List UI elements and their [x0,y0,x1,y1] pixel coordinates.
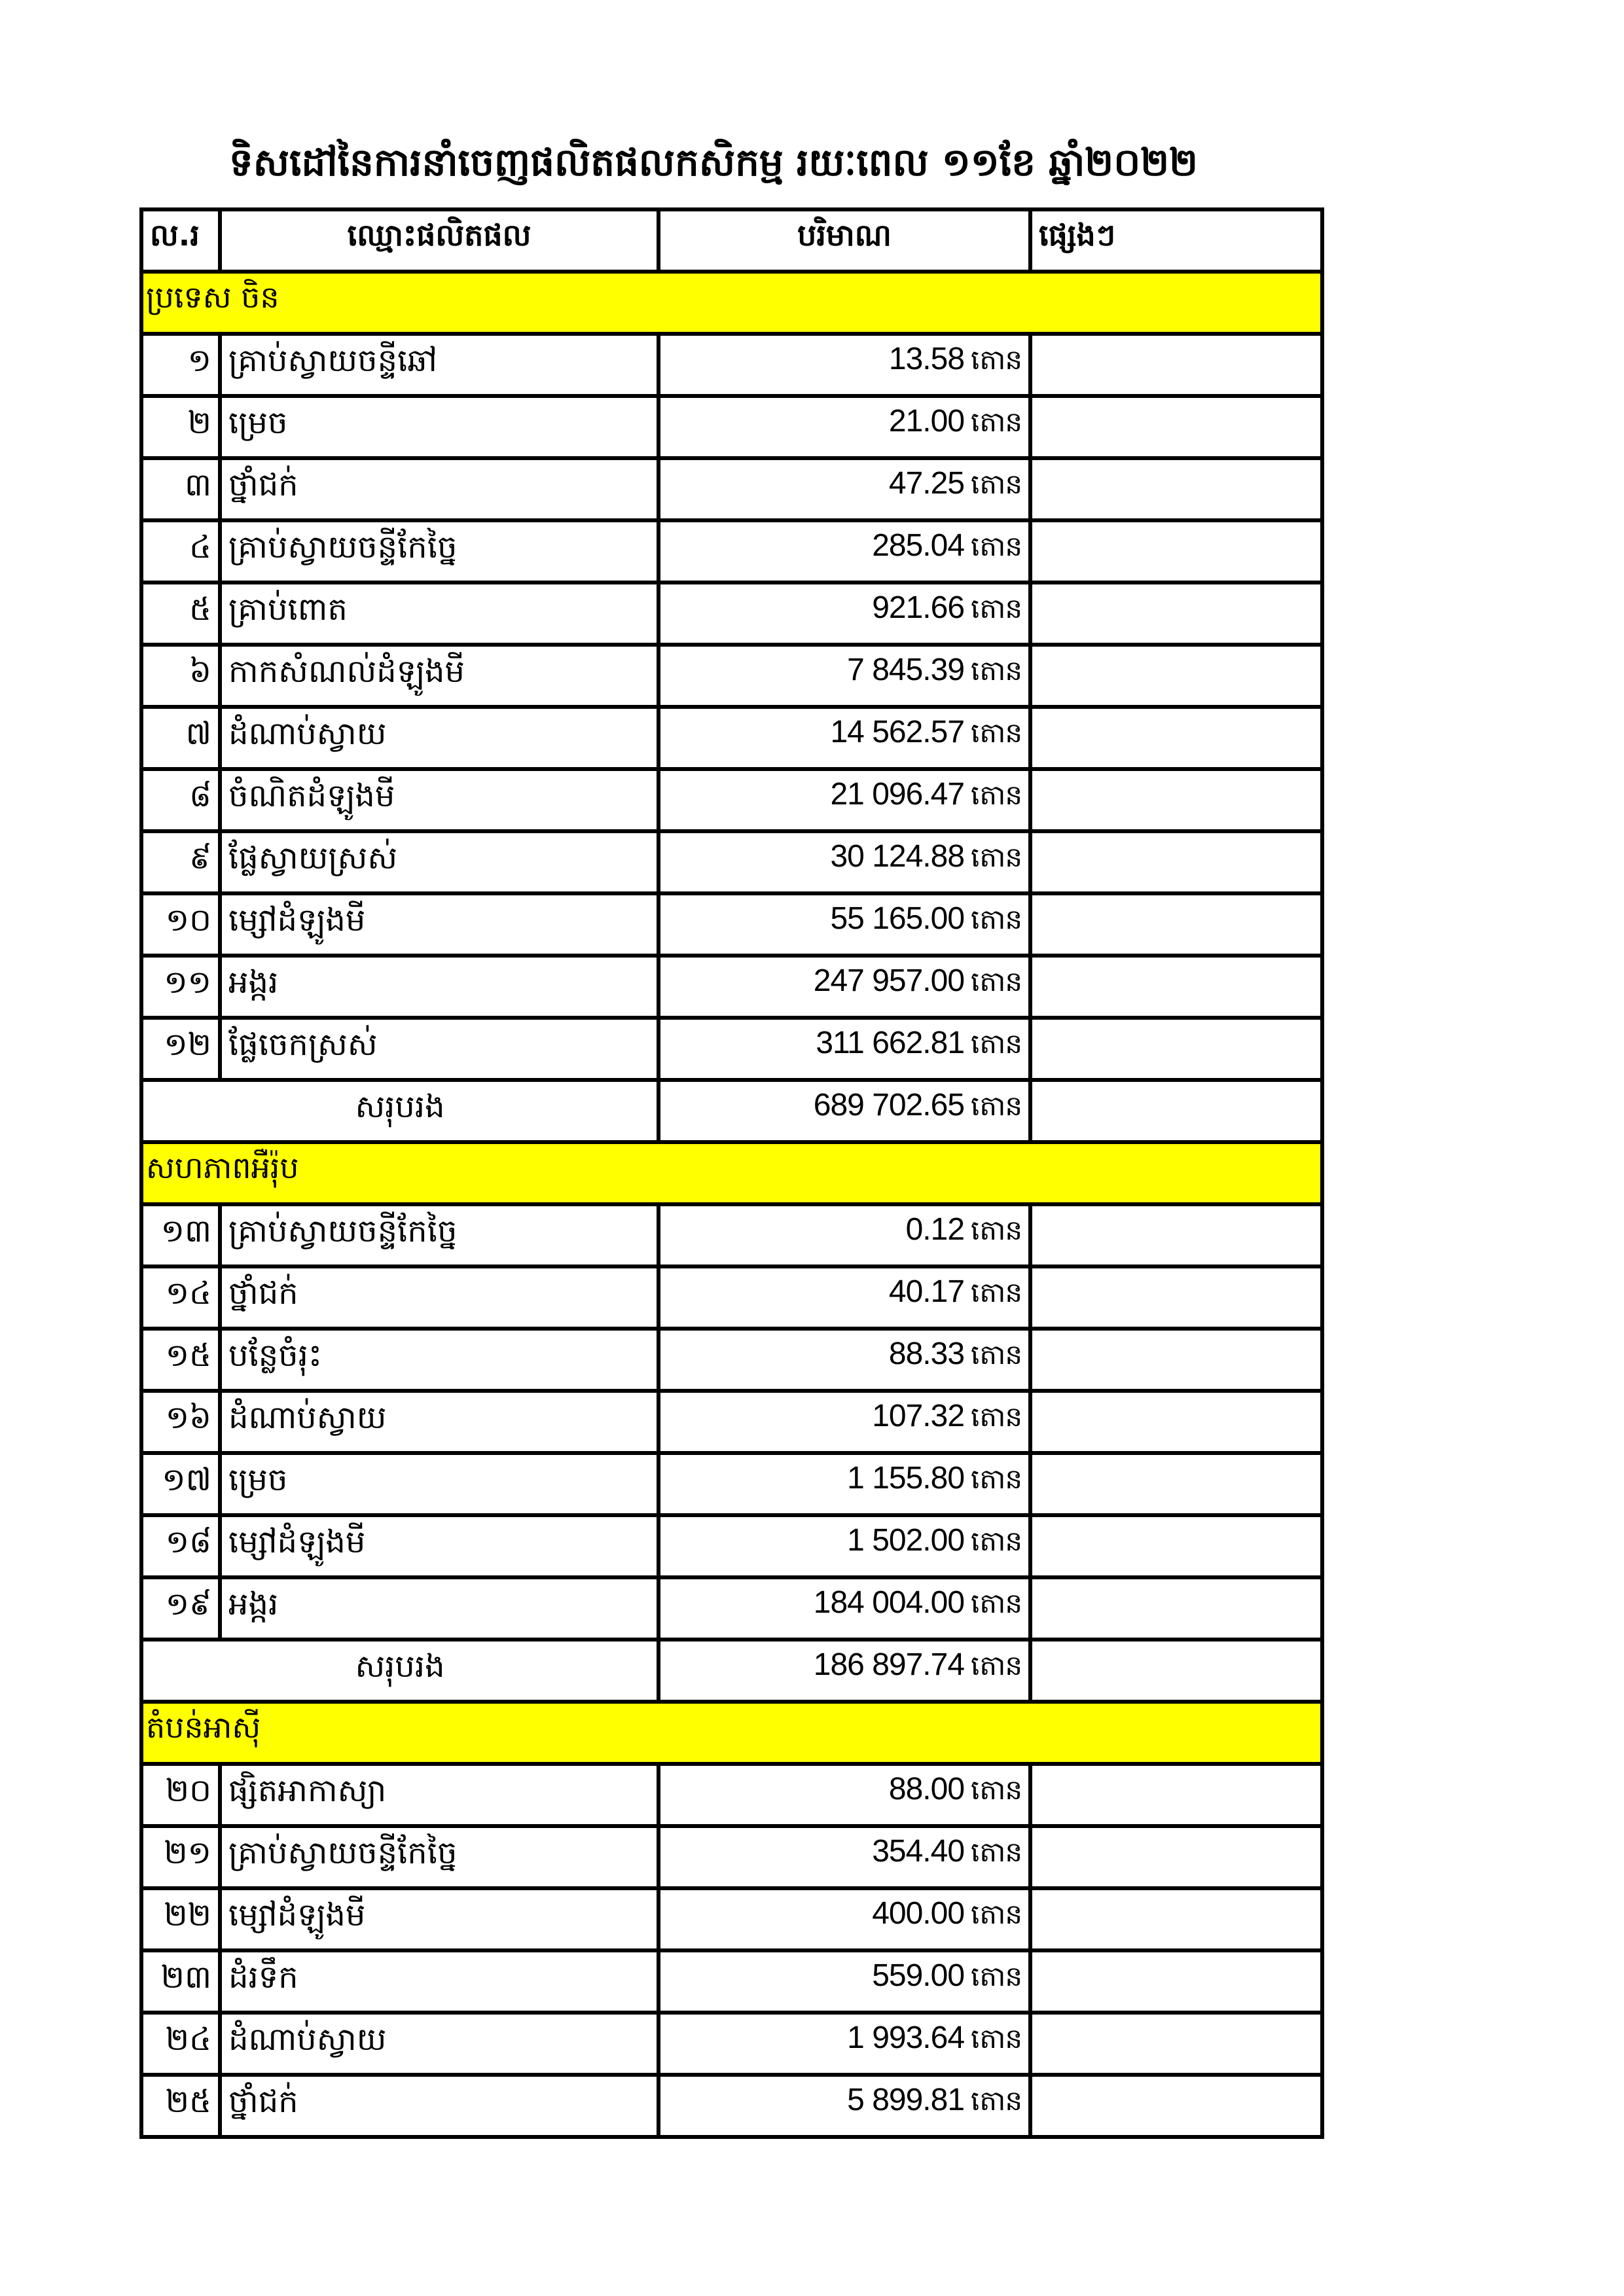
quantity-cell [659,1764,1030,1826]
other-cell [1030,831,1322,893]
other-cell [1030,1453,1322,1515]
quantity-unit: តោន [971,1836,1022,1868]
table-row [141,1329,1322,1391]
section-header-row [141,1142,1322,1204]
other-cell [1030,2075,1322,2137]
table-row [141,1204,1322,1266]
quantity-unit: តោន [971,1276,1022,1308]
subtotal-label: សរុបរង [141,1640,659,1702]
quantity-unit: តោន [971,1338,1022,1371]
quantity-unit: តោន [971,1028,1022,1060]
other-cell [1030,2013,1322,2075]
row-number: ២៤ [141,2013,220,2075]
product-name: ម្សៅដំឡូងមី [220,893,659,956]
header-product-name: ឈ្មោះផលិតផល [220,209,659,272]
quantity-cell [659,1329,1030,1391]
section-name: ប្រទេស ចិន [141,272,1322,334]
product-name: ថ្នាំជក់ [220,458,659,520]
other-cell [1030,707,1322,769]
quantity-cell [659,769,1030,831]
quantity-value: 184 004.00 [813,1585,965,1620]
other-cell [1030,1577,1322,1640]
table-row [141,707,1322,769]
table-row [141,831,1322,893]
quantity-value: 88.00 [888,1772,965,1806]
row-number: ១១ [141,956,220,1018]
section-header-row [141,272,1322,334]
quantity-unit: តោន [971,655,1022,687]
other-cell [1030,769,1322,831]
section-header-row [141,1702,1322,1764]
subtotal-unit: តោន [971,1090,1022,1122]
quantity-value: 0.12 [905,1212,965,1247]
quantity-unit: តោន [971,468,1022,500]
subtotal-cell [659,1640,1030,1702]
table-row [141,2013,1322,2075]
quantity-value: 21 096.47 [830,777,965,812]
quantity-value: 107.32 [872,1399,965,1433]
table-row [141,769,1322,831]
quantity-unit: តោន [971,1774,1022,1806]
table-row [141,956,1322,1018]
quantity-unit: តោន [971,779,1022,811]
other-cell [1030,1018,1322,1080]
quantity-cell [659,831,1030,893]
product-name: ដំរទឹក [220,1950,659,2013]
product-name: ដំណាប់ស្វាយ [220,2013,659,2075]
product-name: ចំណិតដំឡូងមី [220,769,659,831]
product-name: ដំណាប់ស្វាយ [220,707,659,769]
row-number: ២៣ [141,1950,220,2013]
other-cell [1030,1950,1322,2013]
other-cell [1030,520,1322,583]
row-number: ១៦ [141,1391,220,1453]
quantity-cell [659,458,1030,520]
quantity-cell [659,1204,1030,1266]
subtotal-row [141,1080,1322,1142]
product-name: អង្ករ [220,956,659,1018]
other-cell [1030,956,1322,1018]
subtotal-unit: តោន [971,1649,1022,1681]
product-name: ផ្លែស្វាយស្រស់ [220,831,659,893]
quantity-value: 88.33 [888,1336,965,1371]
row-number: ២១ [141,1826,220,1888]
quantity-cell [659,956,1030,1018]
header-other: ផ្សេងៗ [1030,209,1322,272]
other-cell [1030,396,1322,458]
quantity-unit: តោន [971,1463,1022,1495]
product-name: ថ្នាំជក់ [220,1266,659,1329]
table-row [141,520,1322,583]
product-name: គ្រាប់ពោត [220,583,659,645]
table-row [141,1577,1322,1640]
other-cell [1030,1640,1322,1702]
product-name: គ្រាប់ស្វាយចន្ទីកែច្នៃ [220,1204,659,1266]
product-name: ថ្នាំជក់ [220,2075,659,2137]
product-name: ផ្សិតអាកាស្យា [220,1764,659,1826]
quantity-unit: តោន [971,1525,1022,1557]
quantity-cell [659,2013,1030,2075]
table-row [141,1266,1322,1329]
other-cell [1030,1329,1322,1391]
quantity-cell [659,583,1030,645]
quantity-value: 559.00 [872,1958,965,1993]
quantity-unit: តោន [971,841,1022,873]
table-row [141,2075,1322,2137]
table-row [141,1515,1322,1577]
product-name: គ្រាប់ស្វាយចន្ទីកែច្នៃ [220,520,659,583]
product-name: អង្ករ [220,1577,659,1640]
product-name: ម្សៅដំឡូងមី [220,1515,659,1577]
quantity-unit: តោន [971,530,1022,562]
quantity-value: 921.66 [872,590,965,625]
quantity-cell [659,893,1030,956]
quantity-value: 400.00 [872,1896,965,1931]
quantity-unit: តោន [971,406,1022,438]
quantity-unit: តោន [971,344,1022,376]
product-name: ដំណាប់ស្វាយ [220,1391,659,1453]
quantity-value: 47.25 [888,466,965,501]
other-cell [1030,1080,1322,1142]
other-cell [1030,583,1322,645]
row-number: ២៥ [141,2075,220,2137]
quantity-value: 5 899.81 [847,2083,965,2117]
quantity-cell [659,2075,1030,2137]
row-number: ២ [141,396,220,458]
row-number: ១៤ [141,1266,220,1329]
table-row [141,1018,1322,1080]
row-number: ៤ [141,520,220,583]
quantity-unit: តោន [971,717,1022,749]
quantity-cell [659,707,1030,769]
quantity-value: 21.00 [888,404,965,439]
product-name: គ្រាប់ស្វាយចន្ទីកែច្នៃ [220,1826,659,1888]
row-number: ១៧ [141,1453,220,1515]
row-number: ៣ [141,458,220,520]
row-number: ៦ [141,645,220,707]
row-number: ២២ [141,1888,220,1950]
quantity-value: 13.58 [888,342,965,376]
table-row [141,458,1322,520]
table-row [141,1391,1322,1453]
product-name: ម្សៅដំឡូងមី [220,1888,659,1950]
other-cell [1030,645,1322,707]
subtotal-value: 186 897.74 [813,1647,965,1682]
quantity-value: 14 562.57 [830,715,965,749]
subtotal-cell [659,1080,1030,1142]
quantity-cell [659,1577,1030,1640]
table-row [141,645,1322,707]
quantity-cell [659,1018,1030,1080]
other-cell [1030,1888,1322,1950]
row-number: ៧ [141,707,220,769]
row-number: ៥ [141,583,220,645]
quantity-value: 285.04 [872,528,965,563]
table-row [141,583,1322,645]
document-title: ទិសដៅនៃការនាំចេញផលិតផលកសិកម្ម រយៈពេល ១១ខែ ឆ្នាំ២០២២ [228,140,1199,185]
product-name: បន្លែចំរុះ [220,1329,659,1391]
quantity-value: 311 662.81 [816,1026,965,1060]
quantity-unit: តោន [971,1960,1022,1992]
row-number: ១៣ [141,1204,220,1266]
row-number: ១០ [141,893,220,956]
quantity-unit: តោន [971,903,1022,935]
quantity-value: 1 993.64 [847,2020,965,2055]
quantity-cell [659,334,1030,396]
quantity-value: 40.17 [888,1274,965,1309]
other-cell [1030,1826,1322,1888]
quantity-unit: តោន [971,1214,1022,1246]
quantity-cell [659,1453,1030,1515]
quantity-cell [659,396,1030,458]
other-cell [1030,1515,1322,1577]
row-number: ៩ [141,831,220,893]
table-row [141,1950,1322,2013]
subtotal-value: 689 702.65 [813,1088,965,1122]
row-number: ១៩ [141,1577,220,1640]
product-name: ម្រេច [220,1453,659,1515]
quantity-cell [659,1950,1030,2013]
quantity-unit: តោន [971,1898,1022,1930]
other-cell [1030,1266,1322,1329]
header-no: ល.រ [141,209,220,272]
row-number: ១៥ [141,1329,220,1391]
quantity-cell [659,1266,1030,1329]
row-number: ១ [141,334,220,396]
product-name: គ្រាប់ស្វាយចន្ទីឆៅ [220,334,659,396]
row-number: ១៨ [141,1515,220,1577]
other-cell [1030,1764,1322,1826]
quantity-unit: តោន [971,965,1022,997]
table-row [141,893,1322,956]
quantity-unit: តោន [971,1401,1022,1433]
export-table [139,207,1324,2139]
quantity-value: 30 124.88 [830,839,965,874]
product-name: ផ្លែចេកស្រស់ [220,1018,659,1080]
quantity-value: 1 155.80 [847,1461,965,1496]
table-row [141,1888,1322,1950]
subtotal-label: សរុបរង [141,1080,659,1142]
quantity-value: 55 165.00 [830,901,965,936]
other-cell [1030,893,1322,956]
section-name: សហភាពអឺរ៉ុប [141,1142,1322,1204]
header-row [141,209,1322,272]
quantity-unit: តោន [971,592,1022,624]
table-row [141,1453,1322,1515]
table-row [141,1826,1322,1888]
header-quantity: បរិមាណ [659,209,1030,272]
other-cell [1030,458,1322,520]
product-name: កាកសំណល់ដំឡូងមី [220,645,659,707]
quantity-unit: តោន [971,1587,1022,1619]
other-cell [1030,1204,1322,1266]
table-row [141,1764,1322,1826]
table-row [141,334,1322,396]
row-number: ៨ [141,769,220,831]
other-cell [1030,1391,1322,1453]
quantity-unit: តោន [971,2022,1022,2054]
quantity-cell [659,1515,1030,1577]
quantity-value: 354.40 [872,1834,965,1869]
table-body [141,272,1322,2137]
other-cell [1030,334,1322,396]
quantity-cell [659,1391,1030,1453]
quantity-value: 247 957.00 [813,963,965,998]
quantity-unit: តោន [971,2085,1022,2117]
quantity-value: 1 502.00 [847,1523,965,1558]
row-number: ១២ [141,1018,220,1080]
table-row [141,396,1322,458]
subtotal-row [141,1640,1322,1702]
quantity-cell [659,645,1030,707]
quantity-cell [659,520,1030,583]
quantity-cell [659,1888,1030,1950]
quantity-value: 7 845.39 [847,653,965,687]
row-number: ២០ [141,1764,220,1826]
section-name: តំបន់អាស៊ី [141,1702,1322,1764]
quantity-cell [659,1826,1030,1888]
product-name: ម្រេច [220,396,659,458]
